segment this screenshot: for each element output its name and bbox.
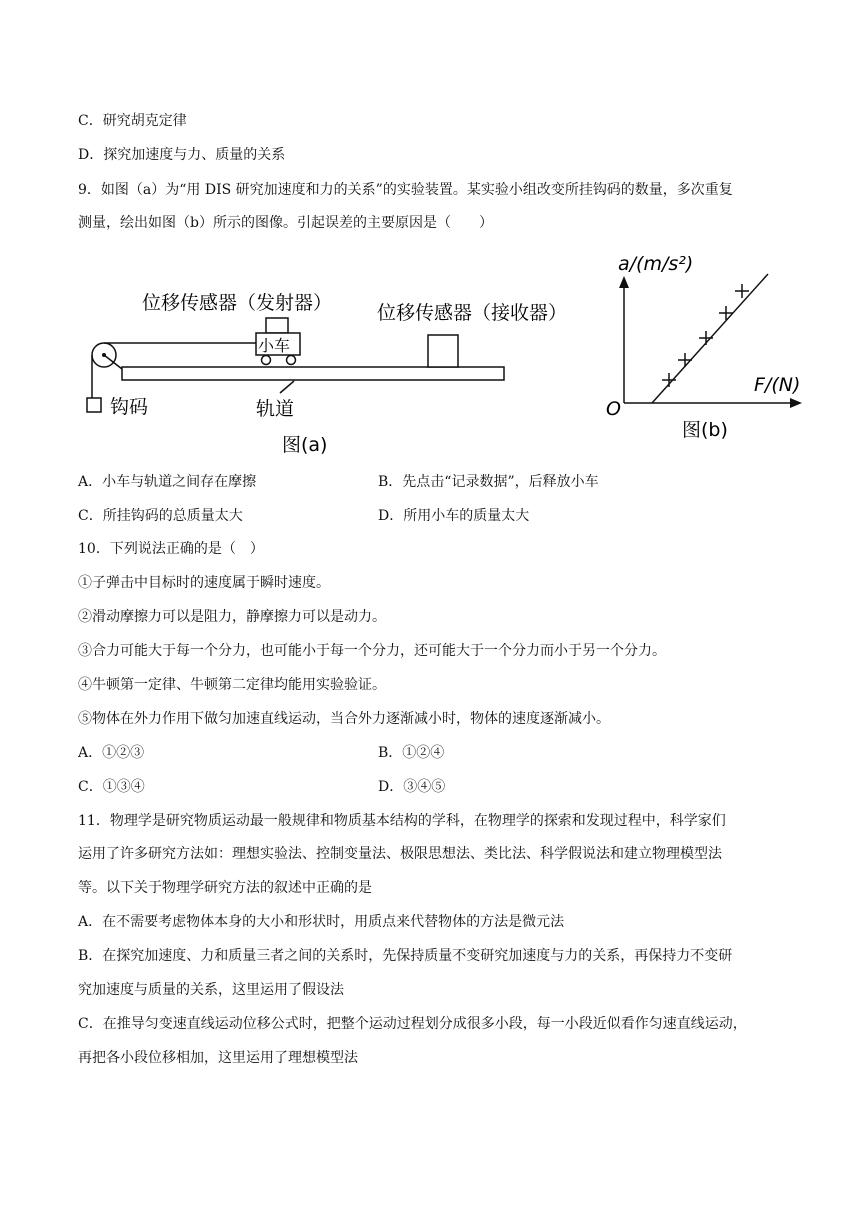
prev-option-c: C．研究胡克定律: [78, 113, 187, 129]
q11-option-b-line1: B．在探究加速度、力和质量三者之间的关系时，先保持质量不变研究加速度与力的关系，再保持力不变研: [78, 948, 733, 964]
weight-icon: [87, 398, 101, 412]
fig-b-ylabel: a/(m/s²): [618, 253, 694, 275]
q10-option-c: C．①③④: [78, 779, 145, 795]
q11-option-c-line2: 再把各小段位移相加，这里运用了理想模型法: [78, 1050, 358, 1066]
fig-a-receiver-label: 位移传感器（接收器）: [377, 302, 568, 324]
fig-a-emitter-label: 位移传感器（发射器）: [142, 292, 333, 314]
q9-stem-line1: 9．如图（a）为“用 DIS 研究加速度和力的关系”的实验装置。某实验小组改变所挂钩码的数量，多次重复: [78, 182, 733, 198]
q9-option-b: B．先点击“记录数据”，后释放小车: [378, 474, 599, 490]
fig-b-caption: 图(b): [682, 419, 728, 441]
figure-b-graph: [600, 250, 840, 450]
q10-option-a: A．①②③: [78, 745, 145, 761]
q10-statement-3: ③合力可能大于每一个分力，也可能小于每一个分力，还可能大于一个分力而小于另一个分力。: [78, 643, 666, 659]
figure-a-apparatus: [80, 285, 568, 460]
q11-stem-line1: 11．物理学是研究物质运动最一般规律和物质基本结构的学科，在物理学的探索和发现过程中，科学家们: [78, 813, 726, 829]
q11-option-c-line1: C．在推导匀变速直线运动位移公式时，把整个运动过程划分成很多小段，每一小段近似看作匀速直线运动，: [78, 1016, 747, 1032]
q10-option-b: B．①②④: [378, 745, 445, 761]
prev-option-d: D．探究加速度与力、质量的关系: [78, 147, 286, 163]
fig-a-track-label: 轨道: [256, 398, 295, 420]
q10-statement-2: ②滑动摩擦力可以是阻力，静摩擦力可以是动力。: [78, 609, 386, 625]
track: [122, 367, 504, 380]
fig-a-cart-label: 小车: [258, 336, 291, 355]
q9-option-c: C．所挂钩码的总质量太大: [78, 508, 243, 524]
q10-statement-5: ⑤物体在外力作用下做匀加速直线运动，当合外力逐渐减小时，物体的速度逐渐减小。: [78, 711, 610, 727]
data-points: [662, 284, 749, 387]
y-axis-arrow-icon: [619, 276, 629, 288]
cart-wheel-icon: [287, 356, 296, 365]
q11-option-a: A．在不需要考虑物体本身的大小和形状时，用质点来代替物体的方法是微元法: [78, 914, 565, 930]
cart-wheel-icon: [262, 356, 271, 365]
fig-a-weight-label: 钩码: [110, 396, 149, 418]
fig-a-caption: 图(a): [282, 434, 328, 456]
q10-statement-4: ④牛顿第一定律、牛顿第二定律均能用实验验证。: [78, 677, 386, 693]
q10-statement-1: ①子弹击中目标时的速度属于瞬时速度。: [78, 575, 330, 591]
q9-option-a: A．小车与轨道之间存在摩擦: [78, 474, 257, 490]
q9-stem-line2: 测量，绘出如图（b）所示的图像。引起误差的主要原因是（ ）: [78, 215, 493, 231]
q10-stem: 10．下列说法正确的是（ ）: [78, 541, 264, 557]
receiver-box: [428, 335, 458, 367]
q11-stem-line2: 运用了许多研究方法如：理想实验法、控制变量法、极限思想法、类比法、科学假说法和建立物理模型法: [78, 846, 722, 862]
x-axis-arrow-icon: [790, 398, 802, 408]
q11-option-b-line2: 究加速度与质量的关系，这里运用了假设法: [78, 982, 344, 998]
fig-b-xlabel: F/(N): [754, 374, 801, 396]
q11-stem-line3: 等。以下关于物理学研究方法的叙述中正确的是: [78, 880, 372, 896]
q10-option-d: D．③④⑤: [378, 779, 446, 795]
fig-b-origin: O: [606, 398, 621, 420]
q9-option-d: D．所用小车的质量太大: [378, 508, 530, 524]
emitter-box: [266, 318, 288, 333]
